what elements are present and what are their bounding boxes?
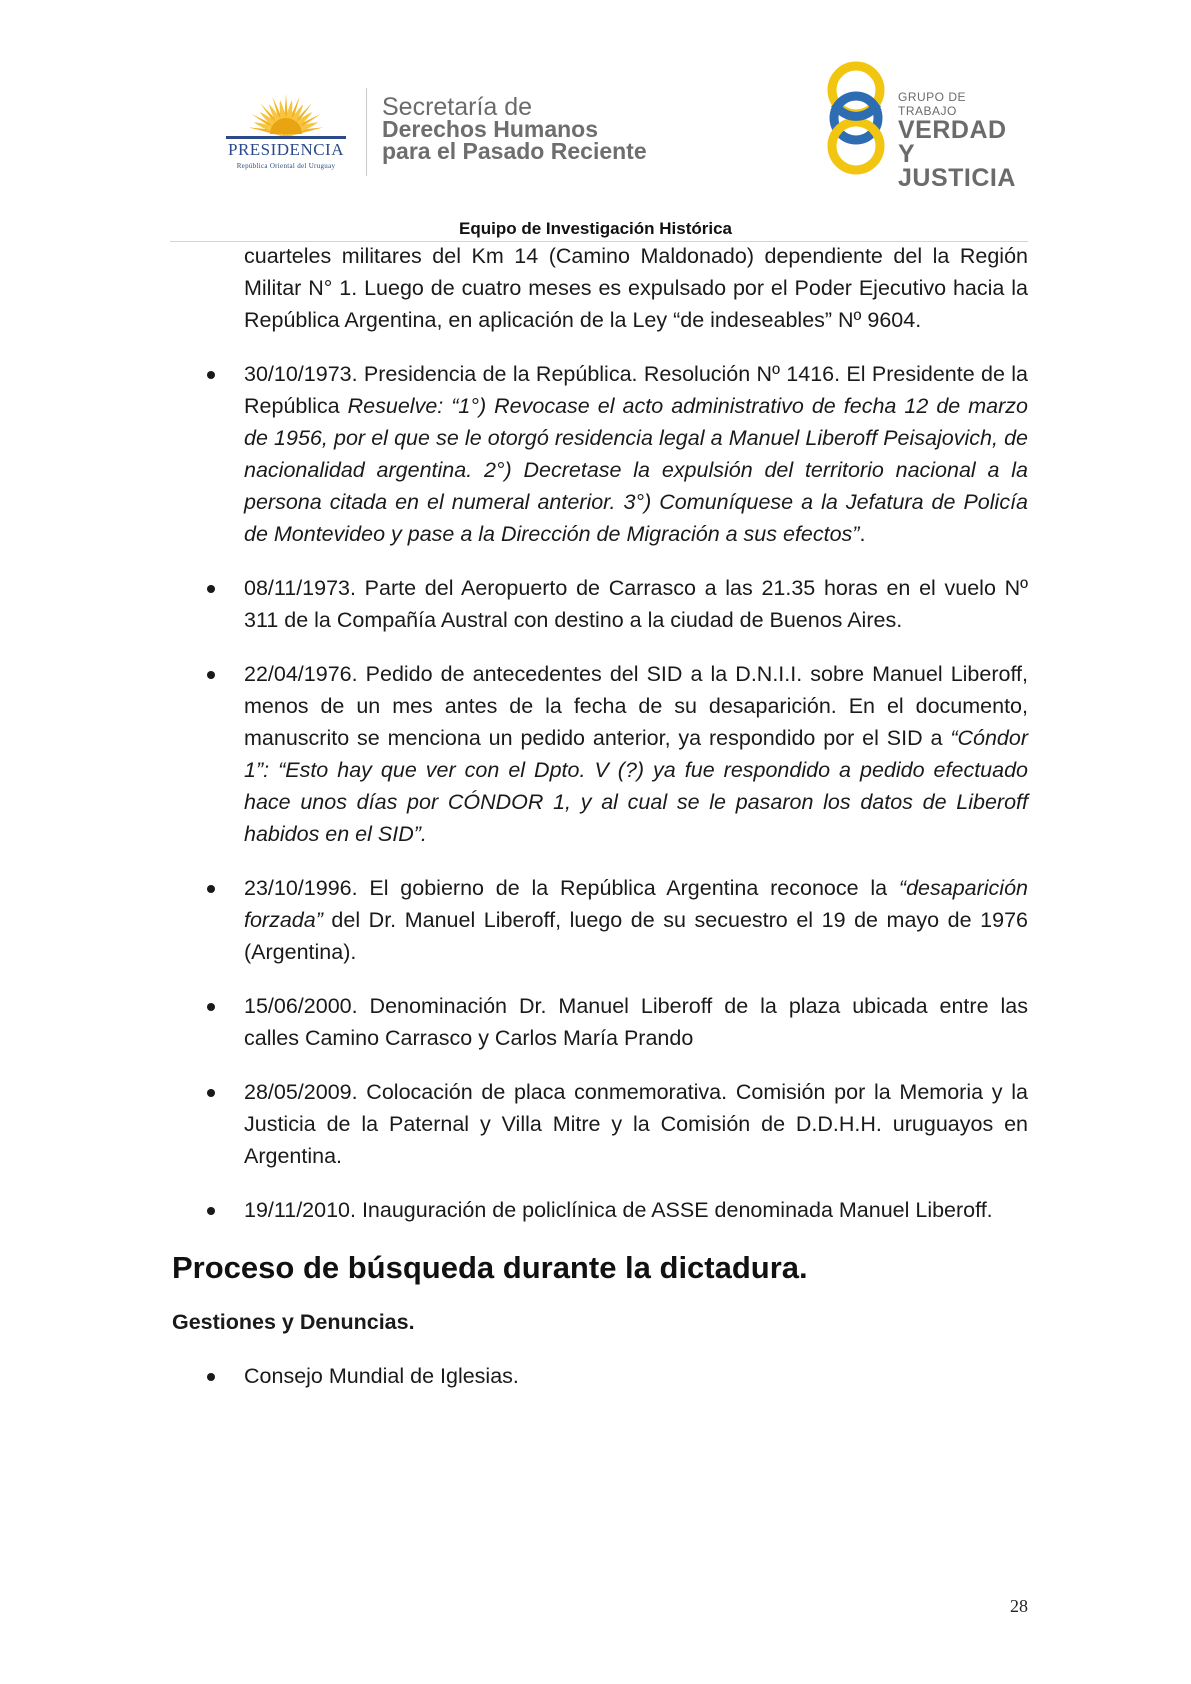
list-item (244, 990, 1028, 1054)
page-number: 28 (1010, 1596, 1028, 1616)
item-text: Consejo Mundial de Iglesias. (244, 1364, 519, 1388)
item-text: 23/10/1996. El gobierno de la República Argentina reconoce la (244, 876, 899, 900)
item-text: 08/11/1973. Parte del Aeropuerto de Carrasco a las 21.35 horas en el vuelo Nº 311 de la Compañía Austral con destino a la ciudad de Buenos Aires. (244, 576, 1028, 632)
section-heading: Proceso de búsqueda durante la dictadura. (172, 1250, 808, 1285)
bullet-icon (207, 1089, 215, 1097)
list-item (244, 1076, 1028, 1172)
presidencia-logo (208, 88, 364, 178)
gtvj-line-1: GRUPO DE TRABAJO (898, 90, 967, 118)
item-italic-text: “Cóndor 1”: “Esto hay que ver con el Dpto. V (?) ya fue respondido a pedido efectuado hace unos días por CÓNDOR 1, y al cual se le pasaron los datos de Liberoff habidos en el SID”. (244, 726, 1028, 846)
item-text: 15/06/2000. Denominación Dr. Manuel Liberoff de la plaza ubicada entre las calles Camino Carrasco y Carlos María Prando (244, 994, 1028, 1050)
sun-emblem-icon (208, 88, 364, 144)
secretaria-line-2: Derechos Humanos (382, 116, 599, 142)
item-tail-text: del Dr. Manuel Liberoff, luego de su secuestro el 19 de mayo de 1976 (Argentina). (244, 908, 1028, 964)
gtvj-line-3: JUSTICIA (898, 164, 1016, 192)
bullet-icon (207, 671, 215, 679)
bullet-icon (207, 885, 215, 893)
list-item (244, 1194, 1028, 1226)
verdad-justicia-wordmark (898, 90, 1024, 190)
item-text: 19/11/2010. Inauguración de policlínica de ASSE denominada Manuel Liberoff. (244, 1198, 993, 1222)
list-item (244, 572, 1028, 636)
item-text: 22/04/1976. Pedido de antecedentes del SID a la D.N.I.I. sobre Manuel Liberoff, menos de un mes antes de la fecha de su desaparición. En el documento, manuscrito se menciona un pedido anterior, ya respondido por el SID a (244, 662, 1028, 750)
list-item (244, 658, 1028, 850)
bullet-icon (207, 1373, 215, 1381)
interlocked-rings-icon (824, 58, 894, 178)
item-italic-text: Resuelve: “1°) Revocase el acto administrativo de fecha 12 de marzo de 1956, por el que se le otorgó residencia legal a Manuel Liberoff Peisajovich, de nacionalidad argentina. 2°) Decretase la expulsión del territorio nacional a la persona citada en el numeral anterior. 3°) Comuníquese a la Jefatura de Policía de Montevideo y pase a la Dirección de Migración a sus efectos” (244, 394, 1028, 546)
item-tail-text: . (859, 522, 866, 546)
secretaria-line-3: para el Pasado Reciente (382, 138, 647, 164)
bullet-icon (207, 1003, 215, 1011)
header-subtitle: Equipo de Investigación Histórica (459, 219, 732, 238)
verdad-justicia-logo (824, 58, 1024, 192)
item-text: 30/10/1973. Presidencia de la República. Resolución Nº 1416. El Presidente de la República (244, 362, 1028, 418)
list-item (244, 358, 1028, 550)
subsection-heading: Gestiones y Denuncias. (172, 1310, 415, 1334)
logo-divider (366, 88, 367, 176)
bullet-icon (207, 1207, 215, 1215)
bullet-icon (207, 585, 215, 593)
list-item (244, 1360, 1028, 1392)
secretaria-wordmark (382, 93, 647, 164)
continuation-paragraph: cuarteles militares del Km 14 (Camino Maldonado) dependiente del la Región Militar N° 1. Luego de cuatro meses es expulsado por el Poder Ejecutivo hacia la República Argentina, en aplicación de la Ley “de indeseables” Nº 9604. (244, 244, 1028, 332)
item-text: 28/05/2009. Colocación de placa conmemorativa. Comisión por la Memoria y la Justicia de la Paternal y Villa Mitre y la Comisión de D.D.H.H. uruguayos en Argentina. (244, 1080, 1028, 1168)
bullet-icon (207, 371, 215, 379)
gtvj-line-2: VERDAD Y (898, 116, 1007, 168)
item-italic-text: “desaparición forzada” (244, 876, 1028, 932)
secretaria-line-1: Secretaría de (382, 93, 533, 121)
list-item (244, 872, 1028, 968)
presidencia-wordmark: PRESIDENCIA (227, 140, 344, 159)
presidencia-subline: República Oriental del Uruguay (236, 162, 336, 170)
document-body (172, 240, 1028, 1392)
